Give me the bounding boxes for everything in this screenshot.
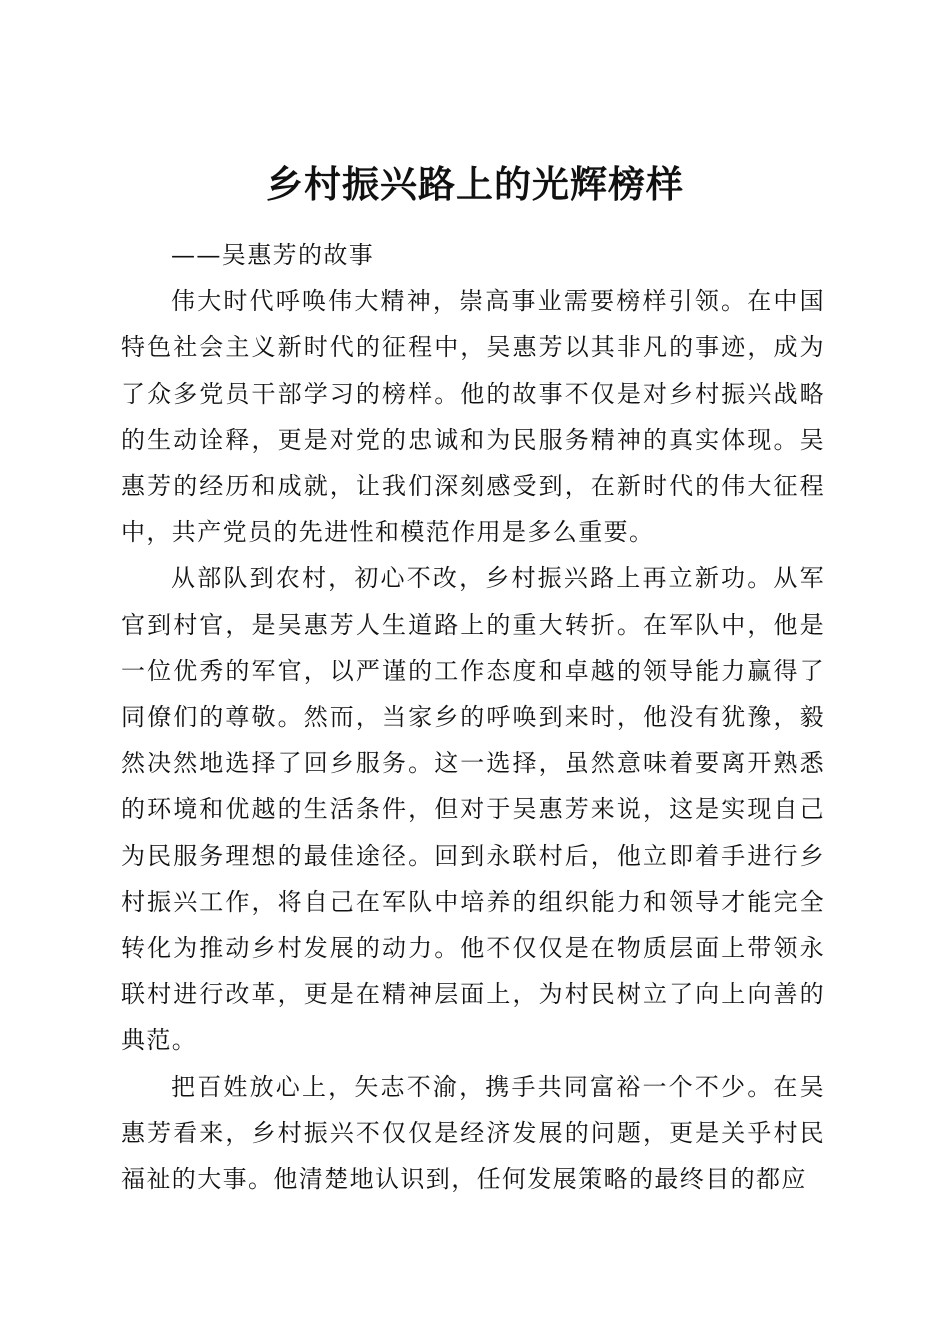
paragraph-1: 伟大时代呼唤伟大精神，崇高事业需要榜样引领。在中国特色社会主义新时代的征程中，吴惠芳以其非凡的事迹，成为了众多党员干部学习的榜样。他的故事不仅是对乡村振兴战略的生动诠释，更是对党的忠诚和为民服务精神的真实体现。吴惠芳的经历和成就，让我们深刻感受到，在新时代的伟大征程中，共产党员的先进性和模范作用是多么重要。 xyxy=(121,287,825,547)
document-body xyxy=(121,232,825,1202)
paragraph-2: 从部队到农村，初心不改，乡村振兴路上再立新功。从军官到村官，是吴惠芳人生道路上的重大转折。在军队中，他是一位优秀的军官，以严谨的工作态度和卓越的领导能力赢得了同僚们的尊敬。然而，当家乡的呼唤到来时，他没有犹豫，毅然决然地选择了回乡服务。这一选择，虽然意味着要离开熟悉的环境和优越的生活条件，但对于吴惠芳来说，这是实现自己为民服务理想的最佳途径。回到永联村后，他立即着手进行乡村振兴工作，将自己在军队中培养的组织能力和领导才能完全转化为推动乡村发展的动力。他不仅仅是在物质层面上带领永联村进行改革，更是在精神层面上，为村民树立了向上向善的典范。 xyxy=(121,564,825,1055)
document-title: 乡村振兴路上的光辉榜样 xyxy=(266,161,684,206)
document-subtitle: ——吴惠芳的故事 xyxy=(171,241,375,269)
paragraph-3: 把百姓放心上，矢志不渝，携手共同富裕一个不少。在吴惠芳看来，乡村振兴不仅仅是经济发展的问题，更是关乎村民福祉的大事。他清楚地认识到，任何发展策略的最终目的都应 xyxy=(121,1072,825,1194)
